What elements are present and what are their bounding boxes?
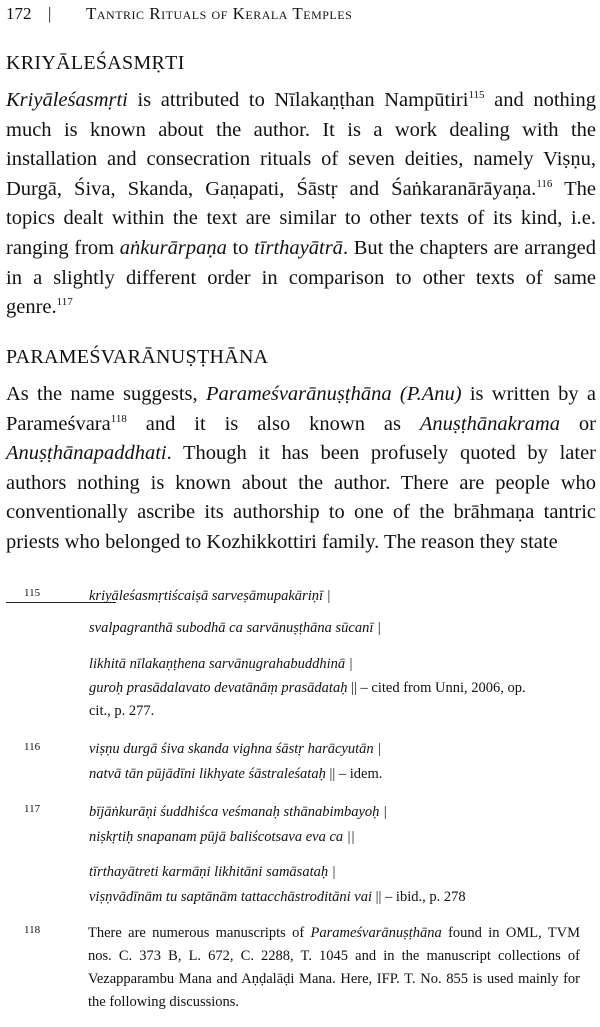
section-heading-kriyalesasmrti: KRIYĀLEŚASMṚTI xyxy=(6,52,185,74)
footnote-ref-118: 118 xyxy=(110,412,127,425)
footnote-ref-115: 115 xyxy=(468,89,485,102)
running-header xyxy=(6,4,594,28)
footnote-ref-116: 116 xyxy=(536,177,553,190)
footnote-number: 117 xyxy=(24,803,41,815)
footnote-number: 118 xyxy=(24,924,41,936)
running-title: Tantric Rituals of Kerala Temples xyxy=(86,4,353,23)
header-separator: | xyxy=(48,4,52,23)
section-body-kriyalesasmrti: Kriyāleśasmṛti is attributed to Nīlakaṇṭhan Nampūtiri$^{115}$ and nothing much is known about the author. It is a work dealing with the installation and consecration rituals of seven deities, namely Viṣṇu, Durgā, Śiva, Skanda, Gaṇapati, Śāstṛ and Śaṅkaranārāyaṇa.$^{116}$ The topics dealt within the text are similar to other texts of its kind, i.e. ranging from aṅkurārpaṇa to tīrthayātrā. But the chapters are arranged in a slightly different order in comparison to other texts of same genre.$^{117}$ xyxy=(6,89,596,319)
footnote-number: 116 xyxy=(24,741,41,753)
section-body-paramesvaranusthana: As the name suggests, Parameśvarānuṣṭhāna (P.Anu) is written by a Parameśvara$^{118}$ and it is also known as Anuṣṭhānakrama or Anuṣṭhānapaddhati. Though it has been profusely quoted by later authors nothing is known about the author. There are people who conventionally ascribe its authorship to one of the brāhmaṇa tantric priests who belonged to Kozhikkottiri family. The reason they state xyxy=(6,383,597,553)
footnote-ref-117: 117 xyxy=(56,296,73,309)
footnote-number: 115 xyxy=(24,587,41,599)
title-italic: Kriyāleśasmṛti xyxy=(6,89,128,111)
page-number: 172 xyxy=(6,4,32,23)
section-heading-paramesvaranusthana: PARAMEŚVARĀNUṢṬHĀNA xyxy=(6,346,269,368)
book-page: 172 | Tantric Rituals of Kerala Temples KRIYĀLEŚASMṚTI Kriyāleśasmṛti is attributed to Nīlakaṇṭhan Nampūtiri$^{115}$ and nothing much is known about the author. It is a work dealing with the installation and consecration rituals of seven deities, namely Viṣṇu, Durgā, Śiva, Skanda, Gaṇapati, Śāstṛ and Śaṅkaranārāyaṇa.$^{116}$ The topics dealt within the text are similar to other texts of its kind, i.e. ranging from aṅkurārpaṇa to tīrthayātrā. But the chapters are arranged in a slightly different order in comparison to other texts of same genre.$^{117}$ PARAMEŚVARĀNUṢṬHĀNA As the name suggests, Parameśvarānuṣṭhāna (P.Anu) is written by a Parameśvara$^{118}$ and it is also known as Anuṣṭhānakrama or Anuṣṭhānapaddhati. Though it has been profusely quoted by later authors nothing is known about the author. There are people who conventionally ascribe its authorship to one of the brāhmaṇa tantric priests who belonged to Kozhikkottiri family. The reason they state 115 kriyāleśasmṛtiścaiṣā sarveṣāmupakāriṇī | svalpagranthā subodhā ca sarvānuṣṭhāna sūcanī | likhitā nīlakaṇṭhena sarvānugrahabuddhinā | guroḥ prasādalavato devatānāṃ prasādataḥ || – cited from Unni, 2006, op. cit., p. 277. 116 viṣṇu durgā śiva skanda vighna śāstṛ harācyutān | natvā tān pūjādīni likhyate śāstraleśataḥ || – idem. 117 bījāṅkurāṇi śuddhiśca veśmanaḥ sthānabimbayoḥ | niṣkṛtiḥ snapanam pūjā baliścotsava eva ca || tīrthayātreti karmāṇi likhitāni samāsataḥ | viṣṇvādīnām tu saptānām tattacchāstroditāni vai || – ibid., p. 278 118 There are numerous manuscripts of Parameśvarānuṣṭhāna found in OML, TVM nos. C. 373 B, L. 672, C. 2288, T. 1045 and in the manuscript collections of Vezapparambu Mana and Aṇḍalāḍi Mana. Here, IFP. T. No. 855 is used mainly for the following discussions. xyxy=(6,4,597,1010)
